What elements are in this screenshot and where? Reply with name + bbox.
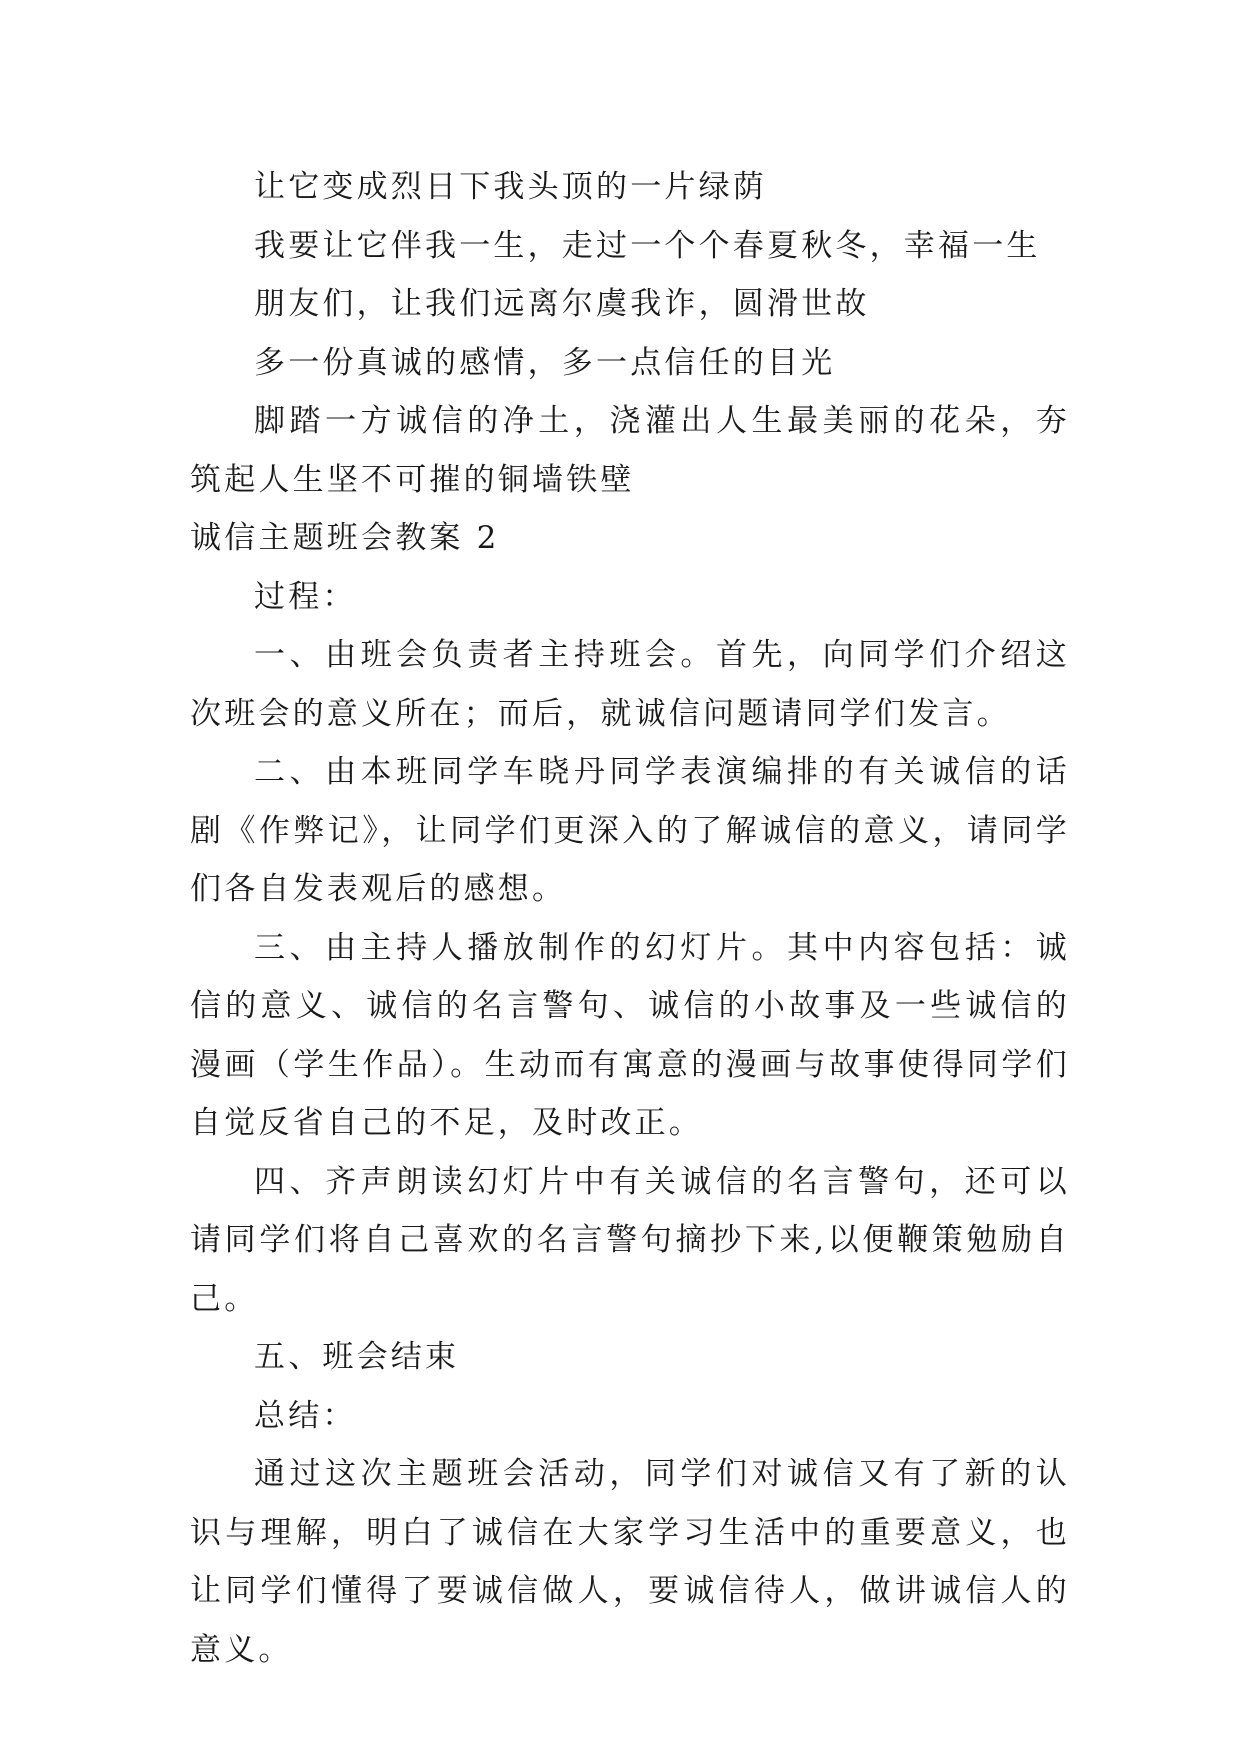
process-label: 过程： [254, 578, 357, 615]
intro-line: 脚踏一方诚信的净土，浇灌出人生最美丽的花朵，夯筑起人生坚不可摧的铜墙铁壁 [190, 403, 1070, 498]
intro-line: 多一份真诚的感情，多一点信任的目光 [254, 344, 836, 381]
summary-paragraph: 通过这次主题班会活动，同学们对诚信又有了新的认识与理解，明白了诚信在大家学习生活中的重要意义，也让同学们懂得了要诚信做人，要诚信待人，做讲诚信人的意义。 [190, 1456, 1070, 1668]
intro-line: 让它变成烈日下我头顶的一片绿荫 [254, 169, 767, 205]
step-paragraph: 五、班会结束 [254, 1339, 460, 1375]
document-page [190, 158, 1070, 1679]
intro-line: 朋友们，让我们远离尔虞我诈，圆滑世故 [254, 286, 870, 322]
section-title: 诚信主题班会教案 2 [190, 520, 500, 556]
summary-label: 总结： [254, 1397, 357, 1434]
step-paragraph: 三、由主持人播放制作的幻灯片。其中内容包括：诚信的意义、诚信的名言警句、诚信的小故事及一些诚信的漫画（学生作品）。生动而有寓意的漫画与故事使得同学们自觉反省自己的不足，及时改正。 [190, 929, 1070, 1141]
step-paragraph: 四、齐声朗读幻灯片中有关诚信的名言警句，还可以请同学们将自己喜欢的名言警句摘抄下来,以便鞭策勉励自己。 [190, 1163, 1070, 1317]
intro-line: 我要让它伴我一生，走过一个个春夏秋冬，幸福一生 [254, 227, 1041, 264]
step-paragraph: 二、由本班同学车晓丹同学表演编排的有关诚信的话剧《作弊记》，让同学们更深入的了解诚信的意义，请同学们各自发表观后的感想。 [190, 754, 1070, 907]
step-paragraph: 一、由班会负责者主持班会。首先，向同学们介绍这次班会的意义所在；而后，就诚信问题请同学们发言。 [190, 637, 1070, 732]
